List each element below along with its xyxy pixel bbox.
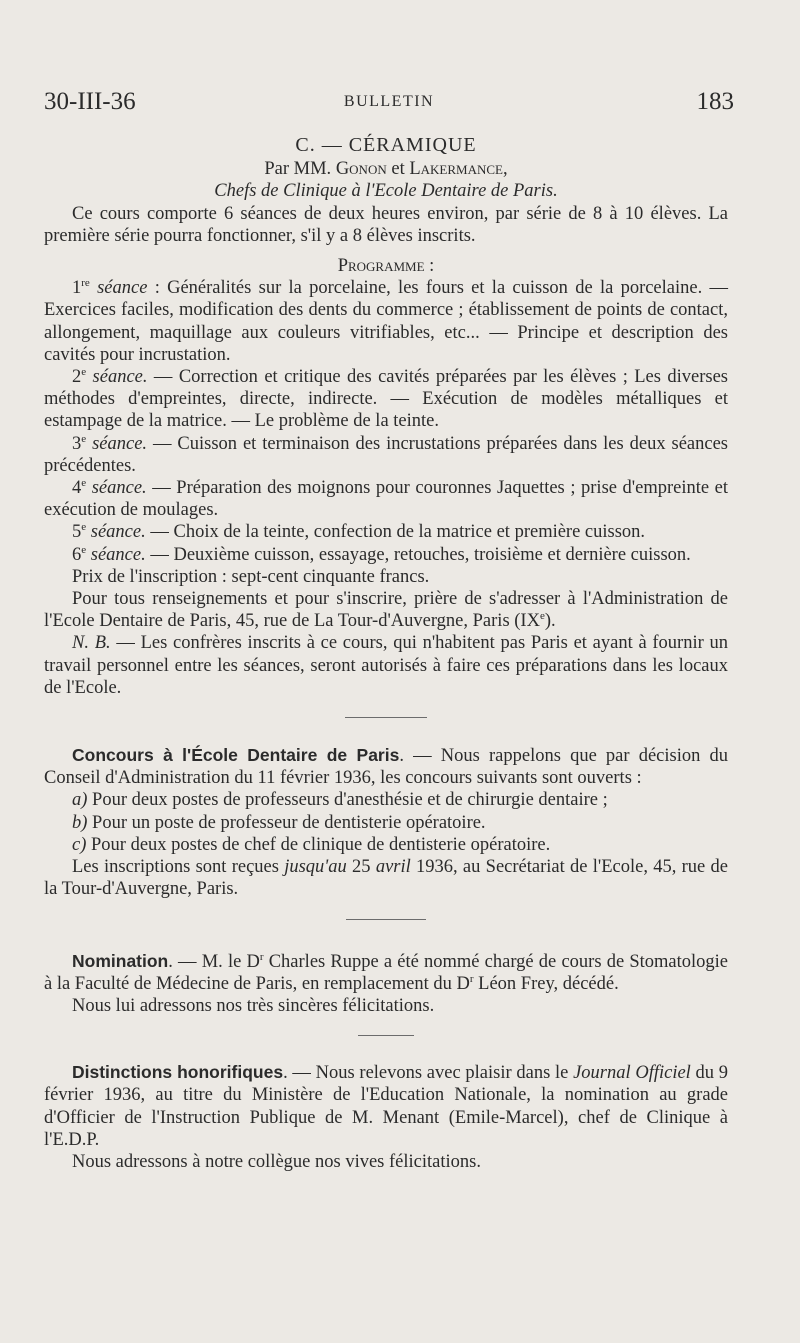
authors-and: et bbox=[391, 159, 405, 180]
info-paragraph: Pour tous renseignements et pour s'inscrire, prière de s'adresser à l'Administration de l'Ecole Dentaire de Paris, 45, rue de La Tour-d'Auvergne, Paris (IXe). bbox=[44, 589, 728, 632]
author-lakermance: Lakermance, bbox=[409, 159, 508, 180]
seance-item: 6e séance. — Deuxième cuisson, essayage, retouches, troisième et dernière cuisson. bbox=[72, 543, 691, 565]
concours-closing: Les inscriptions sont reçues jusqu'au 25 avril 1936, au Secrétariat de l'Ecole, 45, rue de la Tour-d'Auvergne, Paris. bbox=[44, 857, 728, 900]
affiliation bbox=[44, 180, 728, 202]
concours-list bbox=[44, 789, 728, 856]
issue-date: 30-III-36 bbox=[44, 88, 136, 115]
page-header bbox=[44, 88, 734, 122]
seance-item: 3e séance. — Cuisson et terminaison des incrustations préparées dans les deux séances précédentes. bbox=[44, 432, 729, 476]
section-divider bbox=[346, 919, 426, 920]
section-heading-ceramique: C. — CÉRAMIQUE bbox=[295, 134, 477, 156]
list-item: b) Pour un poste de professeur de dentisterie opératoire. bbox=[72, 812, 486, 833]
authors-prefix: Par MM. bbox=[264, 159, 332, 180]
nomination-paragraph: Nomination. — M. le $D^r$ Charles Ruppe a été nommé chargé de cours de Stomatologie à la Faculté de Médecine de Paris, en remplacement du $D^r$ Léon Frey, décédé. bbox=[44, 950, 728, 994]
distinctions-paragraph: Distinctions honorifiques. — Nous relevons avec plaisir dans le Journal Officiel du 9 février 1936, au titre du Ministère de l'Education Nationale, la nomination au grade d'Officier de l'Instruction Publique de M. Menant (Emile-Marcel), chef de Clinique à l'E.D.P. bbox=[44, 1062, 728, 1150]
seance-item: 4e séance. — Préparation des moignons pour couronnes Jaquettes ; prise d'empreinte et exécution de moulages. bbox=[44, 477, 728, 521]
concours-title: Concours à l'École Dentaire de Paris bbox=[72, 745, 400, 766]
page-number: 183 bbox=[696, 88, 734, 115]
section-divider bbox=[345, 717, 427, 718]
nota-bene: N. B. — Les confrères inscrits à ce cours, qui n'habitent pas Paris et ayant à fournir un travail personnel entre les séances, seront autorisés à faire ces préparations dans les locaux de l'Ecole. bbox=[44, 633, 728, 698]
section-divider bbox=[358, 1035, 414, 1036]
page-content bbox=[44, 134, 728, 1173]
price-line: Prix de l'inscription : sept-cent cinquante francs. bbox=[72, 566, 430, 587]
authors-line bbox=[44, 158, 728, 180]
distinctions-title: Distinctions honorifiques bbox=[72, 1062, 284, 1083]
seance-item: 1re séance : Généralités sur la porcelaine, les fours et la cuisson de la porcelaine. — Exercices faciles, modification des dents du commerce ; établissement de points de contact, allongement, maquillage aux couleurs vitrifiables, etc... — Principe et description des cavités pour incrustation. bbox=[44, 277, 728, 365]
seance-list bbox=[44, 277, 728, 566]
list-item: a) Pour deux postes de professeurs d'anesthésie et de chirurgie dentaire ; bbox=[72, 790, 608, 811]
distinctions-closing: Nous adressons à notre collègue nos vives félicitations. bbox=[72, 1151, 481, 1172]
author-gonon: Gonon bbox=[335, 159, 387, 180]
programme-title: Programme : bbox=[337, 256, 435, 277]
nomination-closing: Nous lui adressons nos très sincères félicitations. bbox=[72, 995, 435, 1016]
running-title: BULLETIN bbox=[343, 93, 435, 110]
affiliation-text: Chefs de Clinique à l'Ecole Dentaire de Paris. bbox=[214, 181, 558, 202]
nomination-title: Nomination bbox=[72, 950, 169, 971]
concours-paragraph: Concours à l'École Dentaire de Paris. — Nous rappelons que par décision du Conseil d'Administration du 11 février 1936, les concours suivants sont ouverts : bbox=[44, 745, 729, 789]
seance-item: 2e séance. — Correction et critique des cavités préparées par les élèves ; Les diverses méthodes d'empreintes, directe, indirecte. — Exécution de modèles métalliques et estampage de la matrice. — Le problème de la teinte. bbox=[44, 366, 728, 432]
seance-item: 5e séance. — Choix de la teinte, confection de la matrice et première cuisson. bbox=[72, 521, 646, 543]
course-intro: Ce cours comporte 6 séances de deux heures environ, par série de 8 à 10 élèves. La première série pourra fonctionner, s'il y a 8 élèves inscrits. bbox=[44, 203, 728, 246]
list-item: c) Pour deux postes de chef de clinique de dentisterie opératoire. bbox=[72, 834, 551, 855]
nb-label: N. B. bbox=[72, 633, 111, 654]
